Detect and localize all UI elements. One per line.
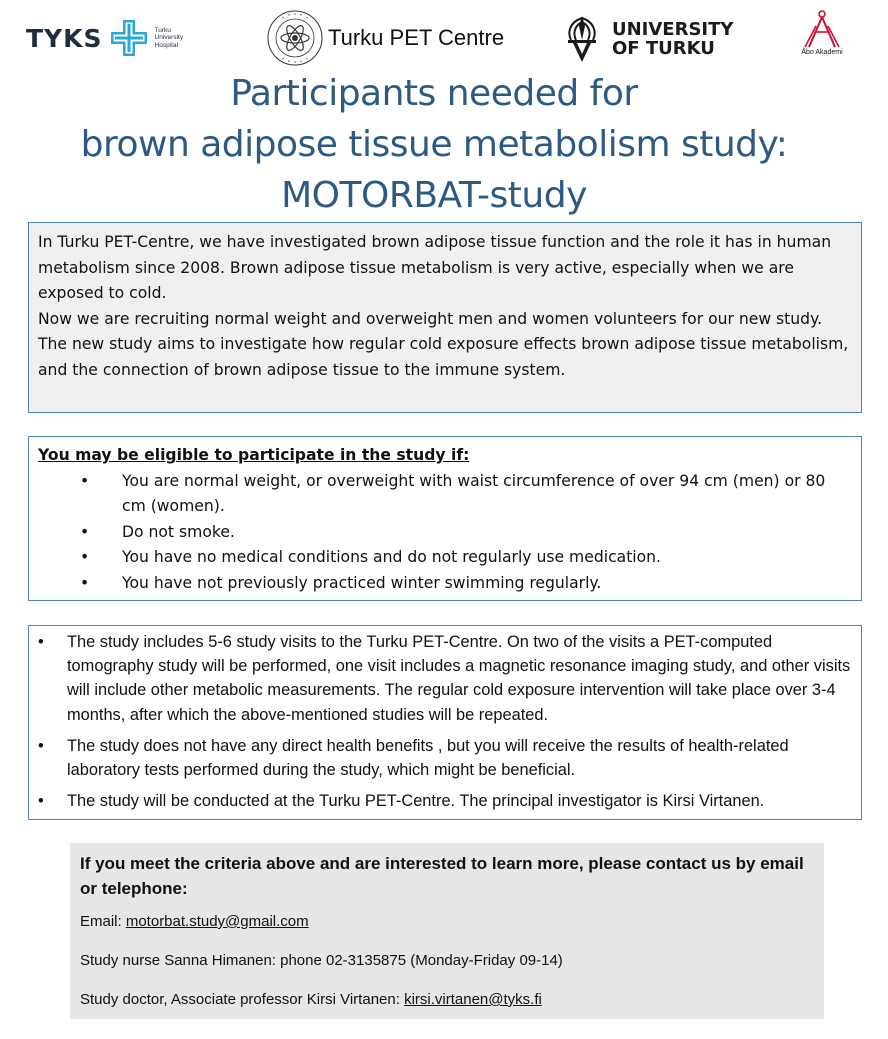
eligibility-list (38, 469, 852, 597)
title-line-3: MOTORBAT-study (281, 175, 587, 216)
contact-heading: If you meet the criteria above and are interested to learn more, please contact us by email or telephone: (80, 854, 804, 898)
contact-nurse-line: Study nurse Sanna Himanen: phone 02-3135875 (Monday-Friday 09-14) (80, 952, 563, 969)
study-info-list (38, 630, 852, 813)
pet-centre-wordmark: Turku PET Centre (328, 25, 505, 50)
intro-paragraph-1: In Turku PET-Centre, we have investigated brown adipose tissue function and the role it has in human metabolism since 2008. Brown adipose tissue metabolism is very active, especially when we are exposed to cold. (38, 233, 832, 303)
list-item: • You have no medical conditions and do not regularly use medication. (38, 545, 852, 571)
list-item: • Do not smoke. (38, 520, 852, 546)
contact-doctor-line: Study doctor, Associate professor Kirsi Virtanen: kirsi.virtanen@tyks.fi (80, 991, 542, 1008)
study-email-link[interactable]: motorbat.study@gmail.com (125, 913, 309, 930)
tyks-logo (26, 15, 195, 61)
abo-akademi-wordmark: Åbo Akademi (801, 49, 843, 56)
intro-box (28, 222, 862, 413)
eligibility-heading: You may be eligible to participate in the study if: (38, 446, 470, 464)
study-info-box (28, 625, 862, 820)
list-item: • The study includes 5-6 study visits to the Turku PET-Centre. On two of the visits a PET-computed tomography study will be performed, one visit includes a magnetic resonance imaging study, and other visits will include other metabolic measurements. The regular cold exposure intervention will take place over 3-4 months, after which the above-mentioned studies will be repeated. (38, 630, 852, 727)
bullet-icon: • (80, 573, 90, 592)
turku-pet-centre-logo (266, 10, 504, 66)
list-item: • The study does not have any direct health benefits , but you will receive the results of health-related laboratory tests performed during the study, which might be beneficial. (38, 734, 852, 782)
list-item: • You have not previously practiced winter swimming regularly. (38, 571, 852, 597)
bullet-icon: • (80, 471, 90, 490)
abo-akademi-mark-icon (799, 10, 845, 48)
torch-emblem-icon (562, 14, 602, 64)
doctor-email-link[interactable]: kirsi.virtanen@tyks.fi (404, 991, 542, 1008)
eligibility-box (28, 436, 862, 601)
bullet-icon: • (38, 633, 44, 651)
bullet-icon: • (80, 548, 90, 567)
hospital-cross-icon (109, 18, 149, 58)
tyks-wordmark: TYKS (26, 23, 103, 53)
title-line-1: Participants needed for (230, 73, 638, 114)
page-title (0, 68, 868, 221)
bullet-icon: • (38, 736, 44, 755)
university-of-turku-logo (562, 14, 733, 64)
list-item: • The study will be conducted at the Turku PET-Centre. The principal investigator is Kirsi Virtanen. (38, 789, 852, 813)
bullet-icon: • (80, 522, 90, 541)
cyclotron-emblem-icon (266, 9, 324, 67)
list-item: • You are normal weight, or overweight with waist circumference of over 94 cm (men) or 80 cm (women). (38, 469, 852, 520)
intro-paragraph-2: Now we are recruiting normal weight and overweight men and women volunteers for our new study. The new study aims to investigate how regular cold exposure effects brown adipose tissue metabolism, and the connection of brown adipose tissue to the immune system. (38, 309, 849, 379)
title-line-2: brown adipose tissue metabolism study: (80, 124, 788, 165)
tyks-subtitle: Turku University Hospital (154, 26, 184, 49)
logo-bar (0, 0, 888, 70)
bullet-icon: • (38, 792, 44, 811)
contact-email-line: Email: motorbat.study@gmail.com (80, 913, 309, 930)
university-wordmark: UNIVERSITY OF TURKU (612, 19, 734, 59)
contact-panel (70, 843, 824, 1019)
abo-akademi-logo (792, 10, 852, 64)
